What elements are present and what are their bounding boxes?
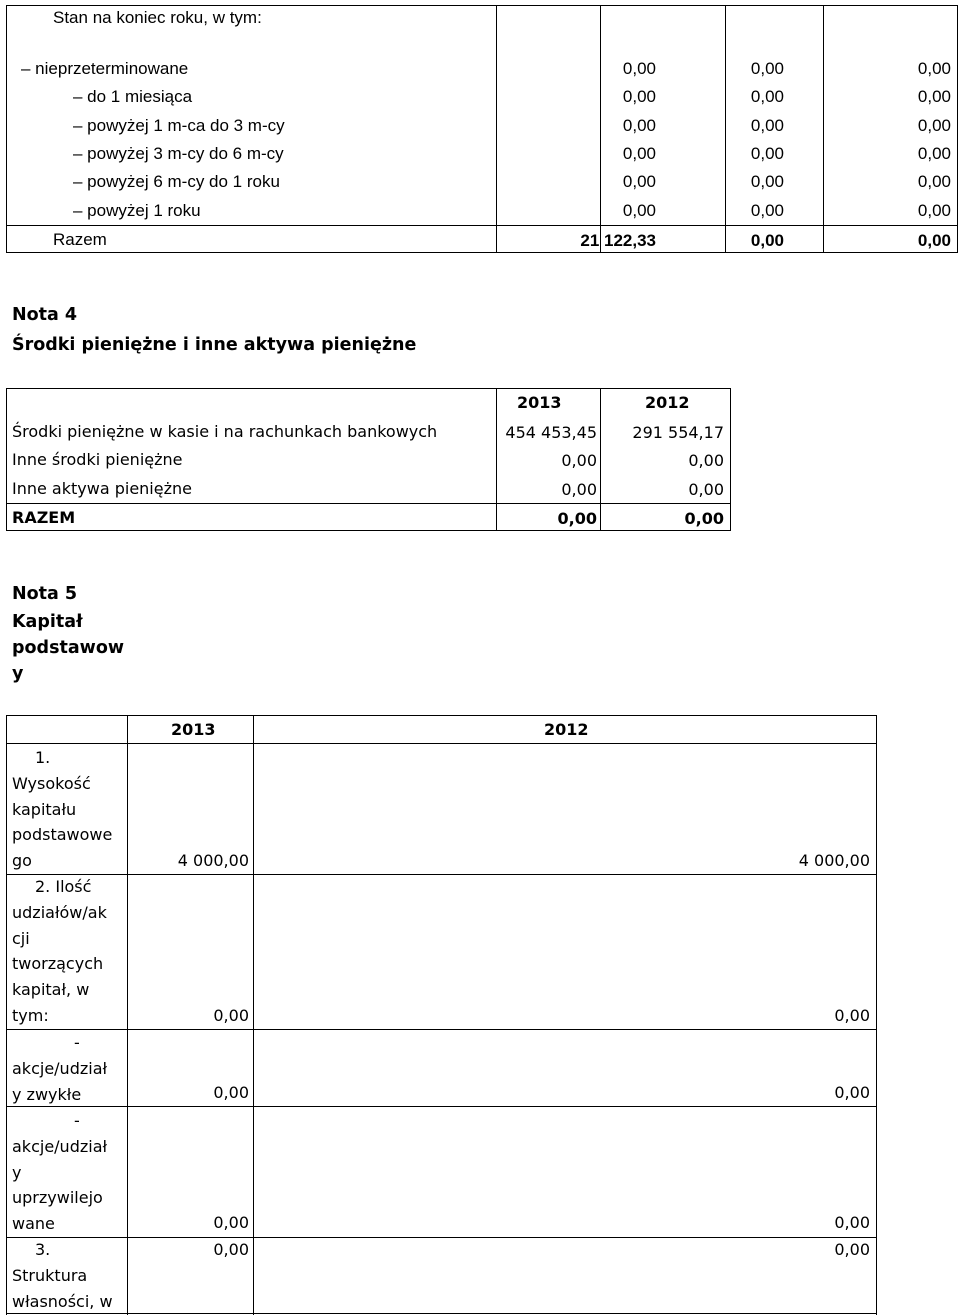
nota5-subtitle: Kapitał [12,612,83,632]
value-cell: 0,00 [750,116,784,135]
column-header-2012: 2012 [544,720,589,739]
value-cell: 0,00 [561,451,597,470]
row-label [12,745,127,874]
value-cell: 0,00 [750,144,784,163]
value-cell: 0,00 [834,1006,870,1025]
label-line: cji [12,928,30,948]
label-line: tym: [12,1005,49,1025]
value-cell: 21 122,33 [580,231,656,250]
row-label: – powyżej 3 m-cy do 6 m-cy [73,144,284,163]
row-label: Środki pieniężne w kasie i na rachunkach bankowych [12,422,438,441]
value-cell: 0,00 [622,201,656,220]
value-cell: 0,00 [561,480,597,499]
value-cell: 0,00 [834,1083,870,1102]
row-label: – powyżej 6 m-cy do 1 roku [73,172,280,191]
value-cell: 0,00 [750,231,784,250]
label-line: 2. Ilość [35,877,92,896]
label-line: 1. [35,748,51,767]
value-cell: 0,00 [750,59,784,78]
column-header-2012: 2012 [645,393,690,412]
value-cell: 0,00 [622,116,656,135]
value-cell: 0,00 [917,231,951,250]
label-line: kapitał, w [12,980,90,1000]
row-label: Razem [53,230,107,249]
value-cell: 0,00 [213,1083,249,1102]
column-header-2013: 2013 [171,720,216,739]
label-line: y [12,1162,22,1182]
row-label: – powyżej 1 m-ca do 3 m-cy [73,116,285,135]
nota5-subtitle-cont: y [12,664,24,684]
label-line: go [12,851,32,871]
label-line: Struktura [12,1265,88,1285]
label-line: Wysokość [12,773,91,793]
value-cell: 454 453,45 [505,423,597,442]
value-cell: 0,00 [917,87,951,106]
value-cell: 0,00 [213,1006,249,1025]
value-cell: 0,00 [688,480,724,499]
value-cell: 0,00 [213,1213,249,1232]
value-cell: 0,00 [750,201,784,220]
value-cell: 0,00 [622,59,656,78]
label-line: 3. [35,1240,51,1259]
value-cell: 0,00 [688,451,724,470]
value-cell: 0,00 [834,1213,870,1232]
row-label: Inne aktywa pieniężne [12,479,192,498]
row-label [12,1237,127,1314]
value-cell: 4 000,00 [177,851,249,870]
value-cell: 4 000,00 [798,851,870,870]
label-line: kapitału [12,799,77,819]
nota5-subtitle-cont: podstawow [12,638,125,658]
value-cell: 0,00 [622,144,656,163]
nota4-subtitle: Środki pieniężne i inne aktywa pieniężne [12,335,417,355]
label-line: wane [12,1214,55,1234]
value-cell: 0,00 [917,144,951,163]
value-cell: 0,00 [750,172,784,191]
label-line: podstawowe [12,825,113,845]
row-label [12,1030,127,1107]
row-label: – do 1 miesiąca [73,87,193,106]
value-cell: 0,00 [917,172,951,191]
value-cell: 0,00 [750,87,784,106]
label-line: tworzących [12,954,104,974]
label-line: akcje/udział [12,1136,108,1156]
label-line: - [74,1111,80,1130]
row-label: – powyżej 1 roku [73,201,201,220]
value-cell: 0,00 [917,59,951,78]
value-cell: 0,00 [917,201,951,220]
value-cell: 0,00 [557,509,597,528]
label-line: akcje/udział [12,1058,108,1078]
row-label [12,1108,127,1237]
value-cell: 291 554,17 [632,423,724,442]
nota5-title: Nota 5 [12,584,78,604]
value-cell: 0,00 [213,1240,249,1259]
nota4-title: Nota 4 [12,305,78,325]
value-cell: 0,00 [917,116,951,135]
table-header: Stan na koniec roku, w tym: [53,8,262,27]
value-cell: 0,00 [834,1240,870,1259]
row-label: – nieprzeterminowane [21,59,189,78]
value-cell: 0,00 [622,172,656,191]
row-label [12,874,127,1029]
label-line: - [74,1033,80,1052]
column-header-2013: 2013 [517,393,562,412]
value-cell: 0,00 [622,87,656,106]
row-label: Inne środki pieniężne [12,450,183,469]
row-label: RAZEM [12,508,76,527]
label-line: własności, w [12,1291,113,1311]
value-cell: 0,00 [684,509,724,528]
label-line: y zwykłe [12,1084,82,1104]
label-line: uprzywilejo [12,1188,103,1208]
label-line: udziałów/ak [12,902,107,922]
